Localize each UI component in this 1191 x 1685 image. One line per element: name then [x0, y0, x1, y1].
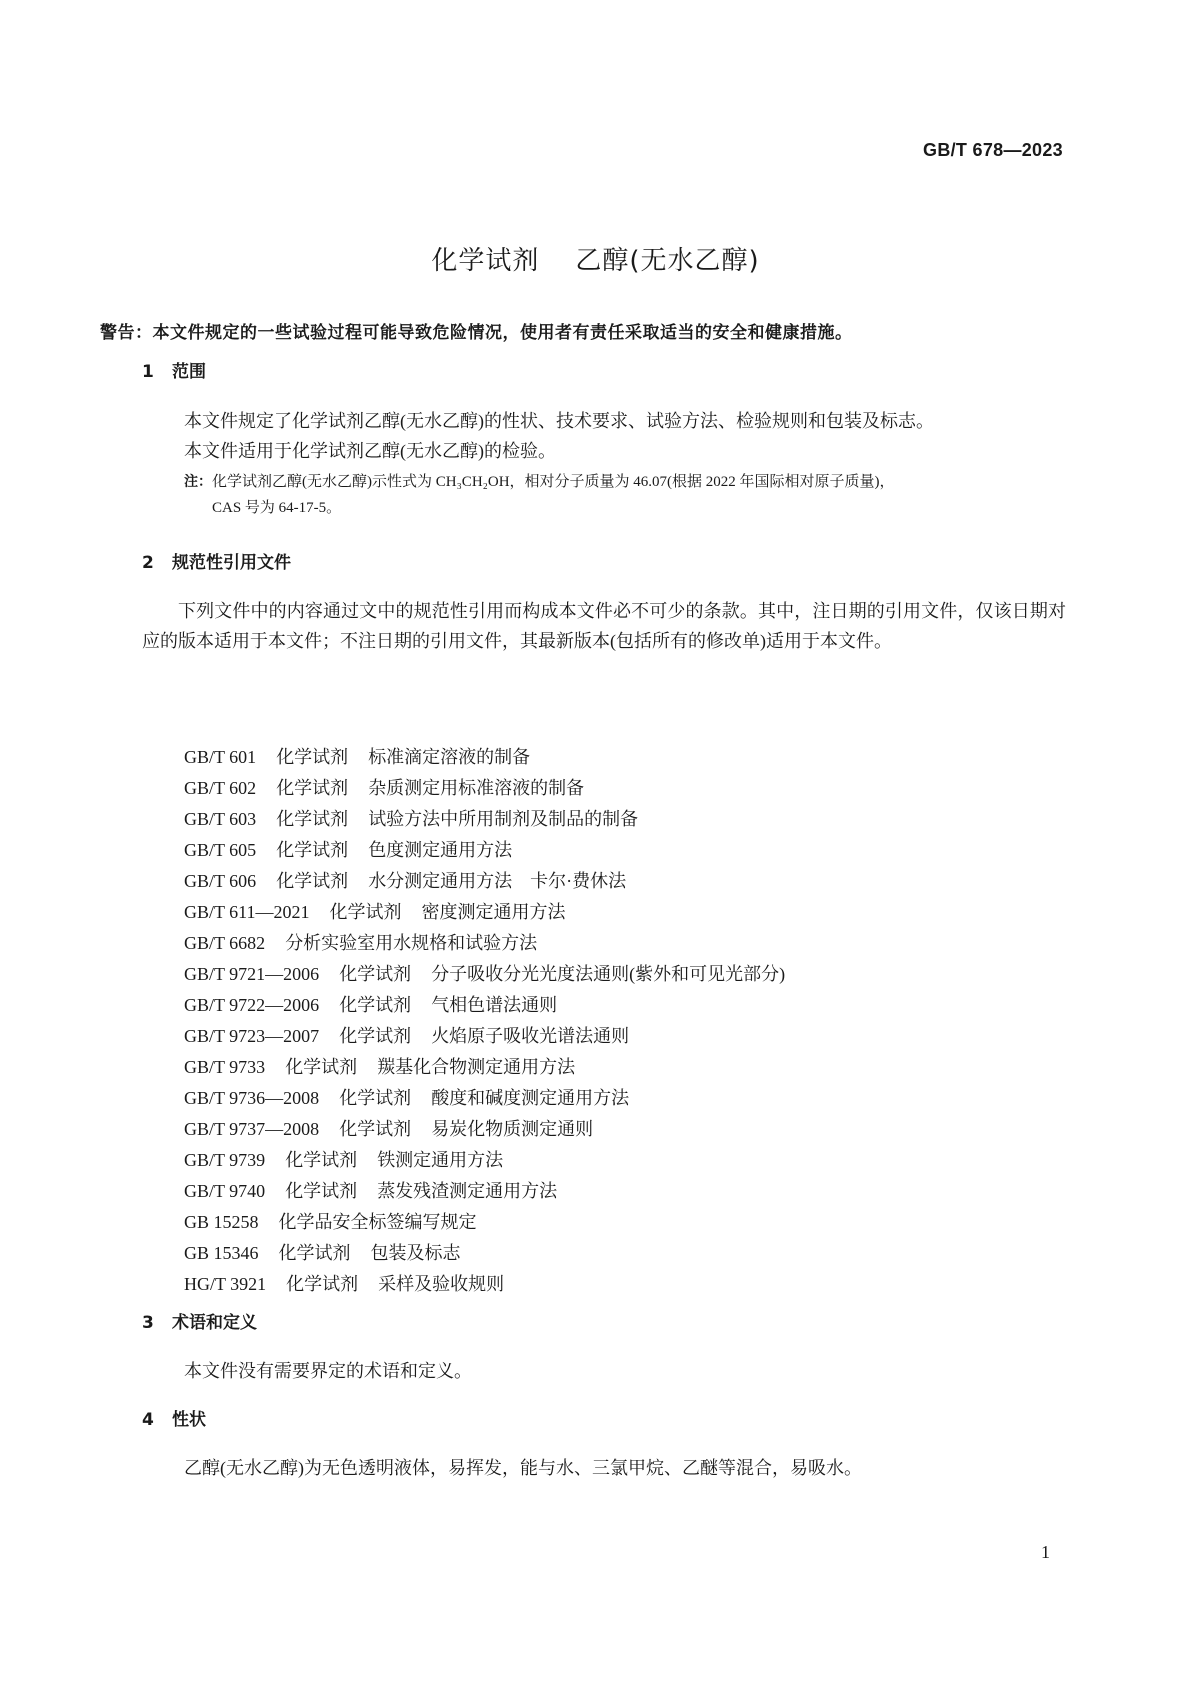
reference-title-prefix: 化学试剂: [276, 871, 349, 891]
reference-title: 酸度和碱度测定通用方法: [431, 1088, 630, 1108]
title-part-1: 化学试剂: [431, 246, 540, 276]
reference-title-prefix: 化学品安全标签编写规定: [278, 1212, 477, 1232]
reference-title-prefix: 化学试剂: [339, 995, 412, 1015]
reference-item: [184, 959, 785, 990]
reference-code: GB/T 9733: [184, 1057, 266, 1077]
reference-title: 易炭化物质测定通则: [431, 1119, 594, 1139]
reference-code: GB/T 603: [184, 809, 257, 829]
reference-list: [184, 742, 785, 1300]
section-title: 规范性引用文件: [172, 553, 291, 573]
reference-title-prefix: 分析实验室用水规格和试验方法: [285, 933, 538, 953]
reference-title: 水分测定通用方法 卡尔·费休法: [368, 871, 627, 891]
section-4-heading: [142, 1405, 206, 1430]
reference-item: [184, 1145, 785, 1176]
scope-note-line-2: CAS 号为 64-17-5。: [212, 500, 342, 516]
page-number: 1: [1041, 1542, 1050, 1562]
reference-item: [184, 928, 785, 959]
reference-code: HG/T 3921: [184, 1274, 267, 1294]
reference-code: GB/T 601: [184, 747, 257, 767]
reference-code: GB/T 9722—2006: [184, 995, 320, 1015]
reference-item: [184, 866, 785, 897]
reference-item: [184, 1207, 785, 1238]
reference-item: [184, 1176, 785, 1207]
reference-code: GB/T 9721—2006: [184, 964, 320, 984]
title-part-2: 乙醇(无水乙醇): [575, 246, 760, 276]
reference-item: [184, 804, 785, 835]
reference-title: 分子吸收分光光度法通则(紫外和可见光部分): [431, 964, 786, 984]
reference-title-prefix: 化学试剂: [276, 747, 349, 767]
reference-title-prefix: 化学试剂: [285, 1181, 358, 1201]
section-number: 1: [142, 362, 154, 382]
reference-code: GB/T 9736—2008: [184, 1088, 320, 1108]
terms-paragraph: 本文件没有需要界定的术语和定义。: [184, 1361, 472, 1381]
reference-title-prefix: 化学试剂: [276, 778, 349, 798]
reference-code: GB/T 602: [184, 778, 257, 798]
reference-code: GB/T 605: [184, 840, 257, 860]
reference-code: GB/T 611—2021: [184, 902, 310, 922]
reference-code: GB/T 6682: [184, 933, 266, 953]
reference-code: GB/T 9740: [184, 1181, 266, 1201]
reference-code: GB/T 606: [184, 871, 257, 891]
reference-title: 气相色谱法通则: [431, 995, 558, 1015]
reference-item: [184, 1269, 785, 1300]
reference-title-prefix: 化学试剂: [285, 1150, 358, 1170]
section-1-heading: [142, 357, 206, 382]
safety-warning: 警告：本文件规定的一些试验过程可能导致危险情况，使用者有责任采取适当的安全和健康措施。: [100, 323, 853, 343]
reference-title-prefix: 化学试剂: [276, 840, 349, 860]
reference-title: 铁测定通用方法: [377, 1150, 504, 1170]
reference-title: 色度测定通用方法: [368, 840, 513, 860]
scope-paragraph-2: 本文件适用于化学试剂乙醇(无水乙醇)的检验。: [184, 441, 556, 461]
section-title: 术语和定义: [172, 1313, 257, 1333]
reference-title-prefix: 化学试剂: [339, 1026, 412, 1046]
reference-item: [184, 1021, 785, 1052]
reference-item: [184, 773, 785, 804]
reference-title-prefix: 化学试剂: [276, 809, 349, 829]
section-title: 性状: [172, 1410, 206, 1430]
note-text: 化学试剂乙醇(无水乙醇)示性式为 CH₃CH₂OH，相对分子质量为 46.07(根据 2022 年国际相对原子质量)，: [212, 474, 895, 490]
reference-code: GB 15258: [184, 1212, 259, 1232]
section-2-heading: [142, 548, 291, 573]
reference-code: GB/T 9739: [184, 1150, 266, 1170]
reference-code: GB/T 9723—2007: [184, 1026, 320, 1046]
reference-code: GB 15346: [184, 1243, 259, 1263]
section-number: 2: [142, 553, 154, 573]
reference-code: GB/T 9737—2008: [184, 1119, 320, 1139]
reference-title-prefix: 化学试剂: [286, 1274, 359, 1294]
reference-title-prefix: 化学试剂: [278, 1243, 351, 1263]
section-number: 3: [142, 1313, 154, 1333]
reference-title-prefix: 化学试剂: [339, 1088, 412, 1108]
section-number: 4: [142, 1410, 154, 1430]
reference-title: 火焰原子吸收光谱法通则: [431, 1026, 630, 1046]
section-3-heading: [142, 1308, 257, 1333]
reference-item: [184, 835, 785, 866]
document-title: [0, 240, 1191, 277]
reference-item: [184, 1238, 785, 1269]
reference-title-prefix: 化学试剂: [285, 1057, 358, 1077]
reference-item: [184, 1083, 785, 1114]
reference-title-prefix: 化学试剂: [329, 902, 402, 922]
reference-title: 杂质测定用标准溶液的制备: [368, 778, 585, 798]
reference-item: [184, 897, 785, 928]
normative-intro: 下列文件中的内容通过文中的规范性引用而构成本文件必不可少的条款。其中，注日期的引用文件，仅该日期对应的版本适用于本文件；不注日期的引用文件，其最新版本(包括所有的修改单)适用于本文件。: [142, 601, 1066, 651]
reference-title: 包装及标志: [370, 1243, 461, 1263]
reference-title: 蒸发残渣测定通用方法: [377, 1181, 558, 1201]
section-title: 范围: [172, 362, 206, 382]
reference-title-prefix: 化学试剂: [339, 964, 412, 984]
reference-item: [184, 742, 785, 773]
reference-title: 密度测定通用方法: [421, 902, 566, 922]
properties-paragraph: 乙醇(无水乙醇)为无色透明液体，易挥发，能与水、三氯甲烷、乙醚等混合，易吸水。: [184, 1458, 862, 1478]
reference-item: [184, 1052, 785, 1083]
reference-title: 试验方法中所用制剂及制品的制备: [368, 809, 639, 829]
scope-note-line-1: [184, 470, 895, 494]
scope-paragraph-1: 本文件规定了化学试剂乙醇(无水乙醇)的性状、技术要求、试验方法、检验规则和包装及标志。: [184, 411, 934, 431]
note-label: 注：: [184, 474, 212, 490]
reference-item: [184, 990, 785, 1021]
reference-title: 采样及验收规则: [378, 1274, 505, 1294]
reference-title: 标准滴定溶液的制备: [368, 747, 531, 767]
reference-title-prefix: 化学试剂: [339, 1119, 412, 1139]
standard-number: GB/T 678—2023: [923, 140, 1063, 160]
reference-item: [184, 1114, 785, 1145]
reference-title: 羰基化合物测定通用方法: [377, 1057, 576, 1077]
